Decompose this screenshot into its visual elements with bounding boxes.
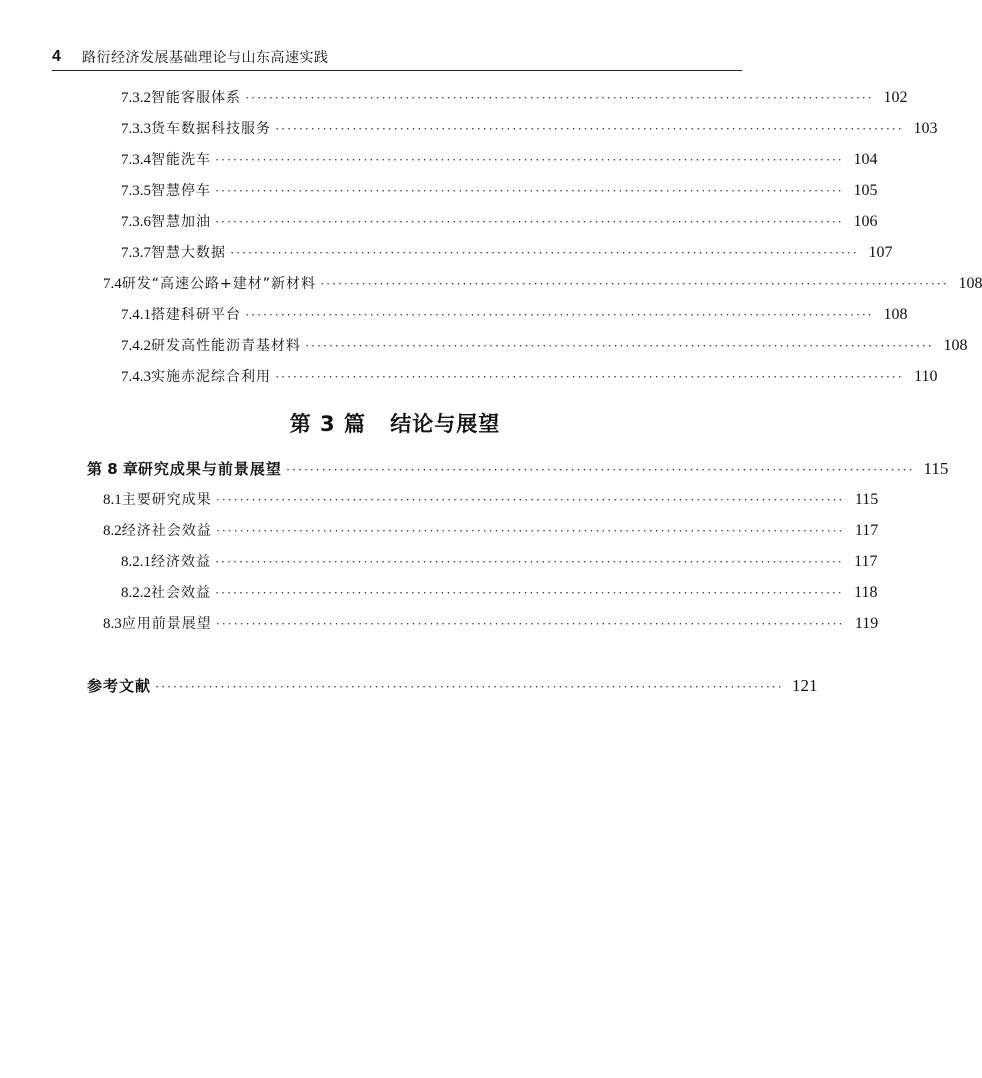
toc-entry-number: 8.3 xyxy=(103,616,122,632)
toc-entry-title: 实施赤泥综合利用 xyxy=(151,369,271,385)
part-title: 结论与展望 xyxy=(390,412,501,436)
part-label: 第 3 篇 xyxy=(289,412,366,436)
toc-entry-title: 研发高性能沥青基材料 xyxy=(151,338,301,354)
toc-entry-page: 106 xyxy=(853,213,878,230)
toc-entry-title: 搭建科研平台 xyxy=(151,307,241,323)
toc-entry-title: 研发“高速公路+建材”新材料 xyxy=(121,276,316,292)
toc-entry-title: 应用前景展望 xyxy=(121,616,212,632)
toc-entry-number: 7.4.3 xyxy=(121,369,151,385)
toc-entry-number: 7.3.3 xyxy=(121,121,151,137)
toc-entry-number: 7.3.7 xyxy=(121,245,151,261)
book-title: 路衍经济发展基础理论与山东高速实践 xyxy=(82,50,329,66)
toc-entry[interactable] xyxy=(121,210,878,234)
dot-leader: ·········································································································· xyxy=(215,585,844,600)
dot-leader: ·········································································································· xyxy=(215,554,844,569)
toc-entry-number: 7.3.6 xyxy=(121,214,151,230)
toc-entry-title: 智慧大数据 xyxy=(151,245,226,261)
toc-entry-title: 智慧加油 xyxy=(151,214,211,230)
dot-leader: ·········································································································· xyxy=(275,121,904,136)
dot-leader: ·········································································································· xyxy=(320,276,949,291)
toc-entry-number: 7.4 xyxy=(103,276,122,292)
dot-leader: ·········································································································· xyxy=(285,462,915,477)
toc-entry-number: 7.3.4 xyxy=(121,152,151,168)
toc-entry-page: 104 xyxy=(853,151,878,168)
dot-leader: ·········································································································· xyxy=(230,245,859,260)
part-heading xyxy=(0,408,790,438)
toc-entry[interactable] xyxy=(121,86,908,110)
toc-entry-number: 7.4.1 xyxy=(121,307,151,323)
toc-entry[interactable] xyxy=(121,117,938,141)
toc-entry-number: 7.3.2 xyxy=(121,90,151,106)
page-number: 4 xyxy=(52,48,61,65)
toc-entry[interactable] xyxy=(121,148,878,172)
toc-entry-number: 8.2.2 xyxy=(121,585,151,601)
toc-entry-title: 社会效益 xyxy=(151,585,211,601)
toc-entry[interactable] xyxy=(103,612,879,636)
toc-entry[interactable] xyxy=(121,334,968,358)
dot-leader: ·········································································································· xyxy=(215,492,845,507)
toc-entry-number: 8.2 xyxy=(103,523,122,539)
toc-chapter-page: 115 xyxy=(923,459,949,478)
toc-entry-page: 110 xyxy=(914,368,938,385)
dot-leader: ·········································································································· xyxy=(245,90,874,105)
dot-leader: ·········································································································· xyxy=(215,214,844,229)
toc-entry-title: 智能洗车 xyxy=(151,152,211,168)
toc-entry-page: 117 xyxy=(854,522,879,539)
toc-entry-page: 118 xyxy=(854,584,878,601)
toc-entry-title: 智慧停车 xyxy=(151,183,211,199)
toc-chapter-title: 研究成果与前景展望 xyxy=(137,460,282,478)
toc-entry[interactable] xyxy=(121,303,908,327)
toc-entry[interactable] xyxy=(121,550,878,574)
toc-entry-page: 107 xyxy=(868,244,893,261)
toc-entry[interactable] xyxy=(121,179,878,203)
toc-entry[interactable] xyxy=(121,365,938,389)
toc-entry-number: 7.3.5 xyxy=(121,183,151,199)
toc-entry[interactable] xyxy=(103,272,982,296)
running-header xyxy=(52,44,742,71)
toc-entry[interactable] xyxy=(103,488,879,512)
toc-entry[interactable] xyxy=(103,519,879,543)
toc-entry-page: 108 xyxy=(943,337,968,354)
dot-leader: ·········································································································· xyxy=(245,307,874,322)
toc-entry-title: 经济社会效益 xyxy=(121,523,212,539)
toc-entry[interactable] xyxy=(121,581,878,605)
toc-references-entry[interactable] xyxy=(87,674,818,698)
toc-entry-title: 智能客服体系 xyxy=(151,90,241,106)
toc-entry-page: 102 xyxy=(883,89,908,106)
toc-entry-page: 108 xyxy=(883,306,908,323)
toc-entry-page: 108 xyxy=(958,275,982,292)
toc-references-page: 121 xyxy=(792,676,818,695)
toc-references-title: 参考文献 xyxy=(87,677,152,695)
dot-leader: ·········································································································· xyxy=(275,369,904,384)
dot-leader: ·········································································································· xyxy=(305,338,934,353)
dot-leader: ·········································································································· xyxy=(215,523,845,538)
toc-entry-number: 8.1 xyxy=(103,492,122,508)
toc-entry-page: 103 xyxy=(913,120,938,137)
toc-entry-title: 货车数据科技服务 xyxy=(151,121,271,137)
dot-leader: ·········································································································· xyxy=(215,152,844,167)
toc-entry-page: 105 xyxy=(853,182,878,199)
dot-leader: ·········································································································· xyxy=(215,616,845,631)
toc-entry-number: 8.2.1 xyxy=(121,554,151,570)
toc-entry-page: 119 xyxy=(854,615,879,632)
dot-leader: ·········································································································· xyxy=(215,183,844,198)
toc-chapter-number: 第 8 章 xyxy=(87,460,138,478)
toc-entry-title: 主要研究成果 xyxy=(121,492,212,508)
toc-entry-number: 7.4.2 xyxy=(121,338,151,354)
toc-entry-title: 经济效益 xyxy=(151,554,211,570)
toc-entry-page: 115 xyxy=(854,491,879,508)
toc-chapter-entry[interactable] xyxy=(87,457,949,481)
dot-leader: ·········································································································· xyxy=(155,679,784,694)
toc-entry[interactable] xyxy=(121,241,893,265)
toc-entry-page: 117 xyxy=(854,553,878,570)
